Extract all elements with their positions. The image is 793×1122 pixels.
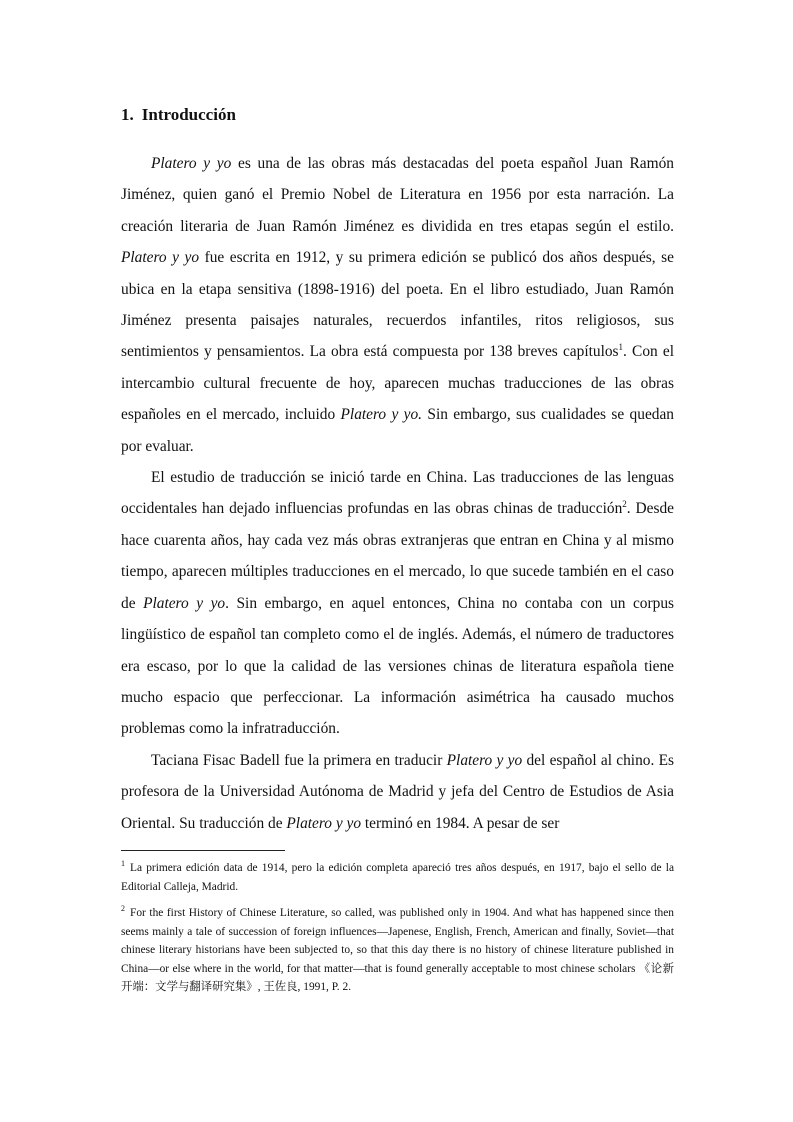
paragraph-1 [121,148,674,462]
book-title: Platero y yo [151,155,232,172]
paragraph-3 [121,745,674,839]
paragraph-2 [121,462,674,745]
footnotes [121,859,674,1005]
footnote-2 [121,904,674,997]
book-title: Platero y yo. [340,406,423,424]
footnote-ref-1[interactable]: 1 [618,342,624,353]
paragraph-text: Sin embargo, sus cualidades se quedan por evaluar. [121,406,674,455]
paragraph-text: fue escrita en 1912, y su primera edición se publicó dos años después, se ubica en la etapa sensitiva (1898-1916) del poeta. En el libro estudiado, Juan Ramón Jiménez presenta paisajes naturales, recuerdos infantiles, ritos religiosos, sus sentimientos y pensamientos. La obra está compuesta por 138 breves capítulos [121,249,674,361]
footnote-text: For the first History of Chinese Literature, so called, was published only in 1904. And what has happened since then seems mainly a tale of succession of foreign influences—Japenese, English, French, American and finally, Soviet—that chinese literary historians have been subjected to, so that this day there is no history of chinese literature published in China—or else where in the world, for that matter—that is found generally acceptable to most chinese scholars 《论新开端：文学与翻译研究集》, 王佐良, 1991, P. 2. [121,907,674,993]
book-title: Platero y yo [446,751,523,769]
paragraph-text: El estudio de traducción se inició tarde en China. Las traducciones de las lenguas occidentales han dejado influencias profundas en las obras chinas de traducción [121,469,674,518]
paragraph-text: terminó en 1984. A pesar de ser [361,814,560,832]
footnote-1 [121,859,674,896]
book-title: Platero y yo [286,814,362,832]
footnote-divider [121,850,285,851]
paragraph-text: Taciana Fisac Badell fue la primera en traducir [151,751,447,769]
paragraph-text: . Con el intercambio cultural frecuente de hoy, aparecen muchas traducciones de las obras españoles en el mercado, incluido [121,343,674,424]
footnote-text: La primera edición data de 1914, pero la edición completa apareció tres años después, en 1917, bajo el sello de la Editorial Calleja, Madrid. [121,862,674,893]
body-text [121,148,674,839]
section-title: Introducción [141,105,236,124]
footnote-ref-2[interactable]: 2 [622,499,627,510]
book-title: Platero y yo [121,249,200,267]
book-title: Platero y yo [143,594,226,612]
footnote-mark: 2 [121,904,125,914]
paragraph-text: . Sin embargo, en aquel entonces, China no contaba con un corpus lingüístico de español tan completo como el de inglés. Además, el número de traductores era escaso, por lo que la calidad de las versiones chinas de literatura española tiene mucho espacio que perfeccionar. La información asimétrica ha causado muchos problemas como la infratraducción. [121,594,675,738]
paragraph-text: . Desde hace cuarenta años, hay cada vez más obras extranjeras que entran en China y al mismo tiempo, aparecen múltiples traducciones en el mercado, lo que sucede también en el caso de [121,500,674,612]
section-heading [121,105,236,125]
section-number: 1. [121,105,134,124]
paragraph-text: es una de las obras más destacadas del poeta español Juan Ramón Jiménez, quien ganó el Premio Nobel de Literatura en 1956 por esta narración. La creación literaria de Juan Ramón Jiménez es dividida en tres etapas según el estilo. [121,155,674,235]
footnote-mark: 1 [121,859,125,869]
paragraph-text: del español al chino. Es profesora de la Universidad Autónoma de Madrid y jefa del Centro de Estudios de Asia Oriental. Su traducción de [121,751,675,832]
